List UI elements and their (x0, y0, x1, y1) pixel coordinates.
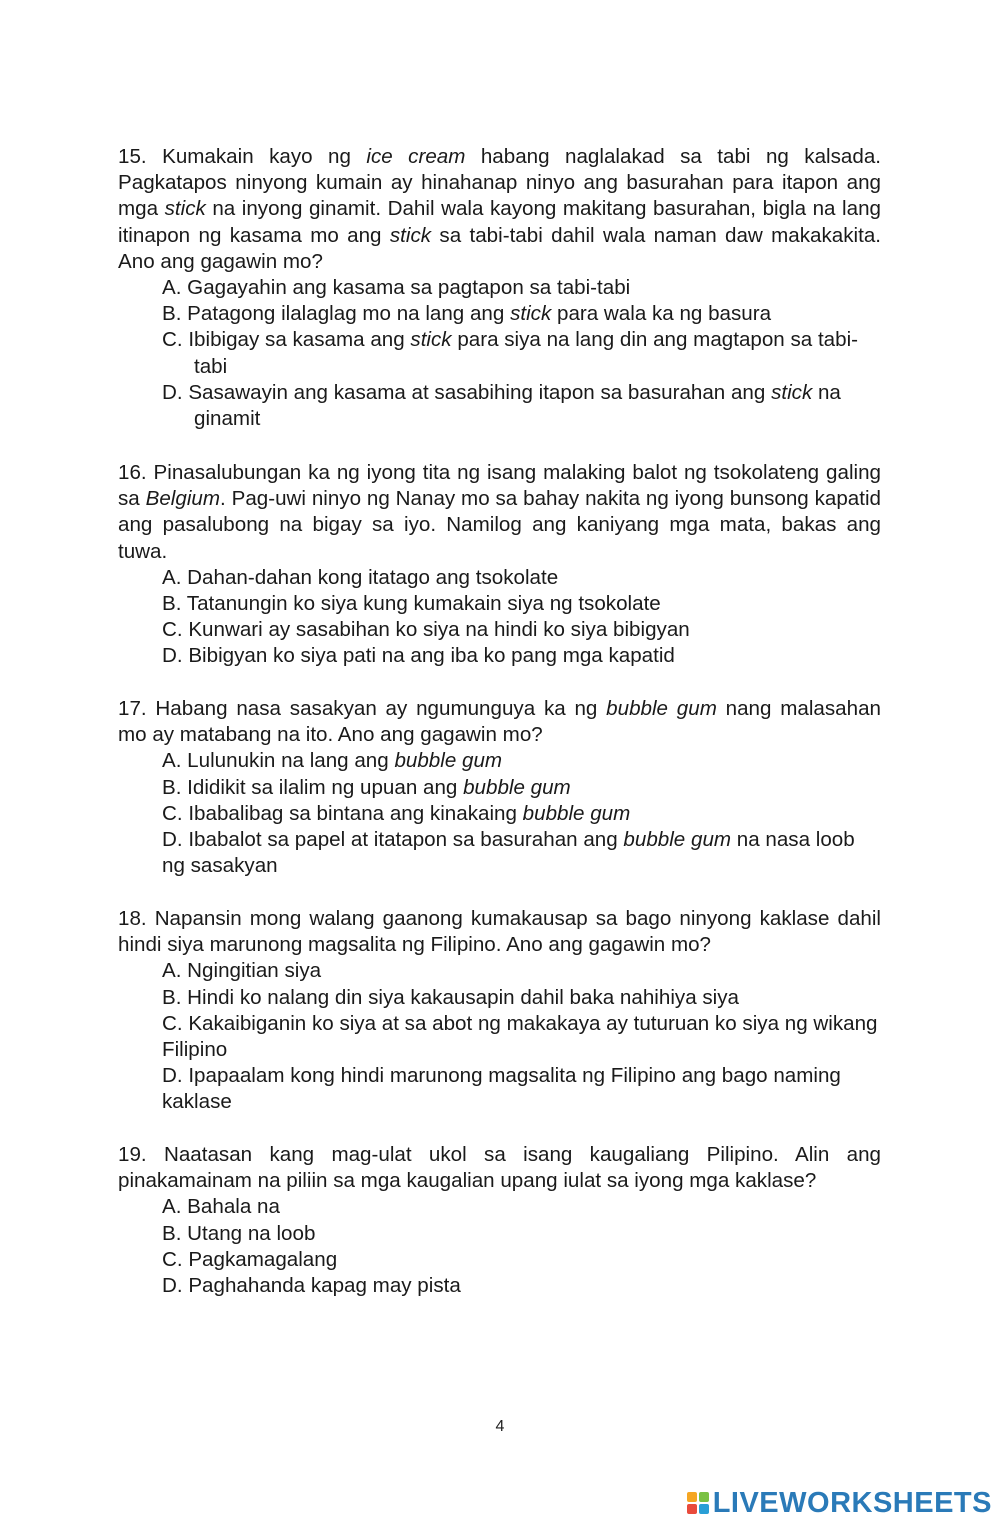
italic-term: stick (510, 302, 552, 326)
question-18 (118, 906, 881, 1116)
option-d[interactable] (118, 1063, 881, 1115)
text-run: 15. Kumakain kayo ng (118, 145, 367, 168)
text-run: 18. Napansin mong walang gaanong kumakausap sa bago ninyong kaklase dahil hindi siya marunong magsalita ng Filipino. Ano ang gagawin mo? (118, 907, 881, 957)
text-run: D. Sasawayin ang kasama at sasabihing itapon sa basurahan ang (162, 380, 772, 404)
option-d[interactable] (118, 1273, 881, 1299)
options-list (118, 958, 881, 1115)
option-c[interactable] (118, 1247, 881, 1273)
logo-square (699, 1504, 709, 1514)
question-stem (118, 460, 881, 565)
option-b[interactable] (118, 1221, 881, 1247)
options-list (118, 748, 881, 879)
text-run: na nasa loob ng sasakyan (162, 828, 855, 878)
italic-term: bubble gum (522, 801, 631, 825)
text-run: para wala ka ng basura (551, 302, 772, 326)
option-c[interactable] (118, 801, 881, 827)
italic-term: bubble gum (394, 749, 503, 773)
question-stem (118, 144, 881, 275)
logo-square (699, 1492, 709, 1502)
option-b[interactable] (118, 775, 881, 801)
italic-term: bubble gum (623, 828, 732, 852)
italic-term: stick (164, 197, 206, 221)
question-stem (118, 1142, 881, 1194)
option-a[interactable] (118, 565, 881, 591)
italic-term: ice cream (366, 145, 466, 168)
option-d[interactable] (118, 643, 881, 669)
question-15 (118, 144, 881, 432)
options-list (118, 1194, 881, 1299)
text-run: habang naglalakad sa tabi ng kalsada. Pagkatapos ninyong kumain ay hinahanap ninyo ang basurahan para itapon ang mga (118, 145, 882, 221)
options-list (118, 565, 881, 670)
text-run: D. Ibabalot sa papel at itatapon sa basurahan ang (162, 828, 624, 852)
text-run: A. Lulunukin na lang ang (162, 749, 395, 773)
logo-square (687, 1492, 697, 1502)
italic-term: bubble gum (606, 697, 717, 720)
question-16 (118, 460, 881, 670)
text-run: nang malasahan mo ay matabang na ito. Ano ang gagawin mo? (118, 697, 881, 747)
text-run: B. Ididikit sa ilalim ng upuan ang (162, 775, 464, 799)
text-run: B. Utang na loob (162, 1221, 316, 1245)
page-number: 4 (495, 1418, 505, 1435)
option-d[interactable] (118, 827, 881, 879)
text-run: C. Ibabalibag sa bintana ang kinakaing (162, 801, 523, 825)
watermark-text: LIVEWORKSHEETS (712, 1486, 992, 1519)
logo-square (687, 1504, 697, 1514)
question-stem (118, 906, 881, 958)
italic-term: stick (389, 223, 432, 247)
italic-term: stick (410, 328, 452, 352)
text-run: C. Ibibigay sa kasama ang (162, 328, 411, 352)
text-run: C. Pagkamagalang (162, 1247, 338, 1271)
option-a[interactable] (118, 1194, 881, 1220)
text-run: sa tabi-tabi dahil wala naman daw makakakita. Ano ang gagawin mo? (118, 223, 882, 273)
text-run: para siya na lang din ang magtapon sa tabi-tabi (194, 328, 859, 378)
option-c[interactable] (118, 617, 881, 643)
option-a[interactable] (118, 748, 881, 774)
text-run: na inyong ginamit. Dahil wala kayong makitang basurahan, bigla na lang itinapon ng kasama mo ang (118, 197, 881, 247)
italic-term: bubble gum (463, 775, 571, 799)
text-run: . Pag-uwi ninyo ng Nanay mo sa bahay nakita ng iyong bunsong kapatid ang pasalubong na bigay sa iyo. Namilog ang kaniyang mga mata, bakas ang tuwa. (118, 487, 881, 563)
text-run: A. Bahala na (162, 1195, 280, 1219)
text-run: 16. Pinasalubungan ka ng iyong tita ng isang malaking balot ng tsokolateng galing sa (118, 461, 881, 511)
option-a[interactable] (118, 275, 881, 301)
option-b[interactable] (118, 301, 881, 327)
option-c[interactable] (118, 327, 881, 379)
text-run: B. Hindi ko nalang din siya kakausapin dahil baka nahihiya siya (162, 985, 739, 1009)
option-b[interactable] (118, 591, 881, 617)
text-run: B. Patagong ilalaglag mo na lang ang (162, 302, 511, 326)
text-run: 17. Habang nasa sasakyan ay ngumunguya ka ng (118, 697, 607, 720)
option-c[interactable] (118, 1011, 881, 1063)
text-run: D. Bibigyan ko siya pati na ang iba ko pang mga kapatid (162, 644, 675, 668)
text-run: 19. Naatasan kang mag-ulat ukol sa isang kaugaliang Pilipino. Alin ang pinakamainam na piliin sa mga kaugalian upang iulat sa iyong mga kaklase? (118, 1143, 881, 1193)
question-stem (118, 696, 881, 748)
text-run: na ginamit (194, 380, 841, 431)
italic-term: Belgium (145, 487, 221, 511)
question-19 (118, 1142, 881, 1299)
text-run: D. Ipapaalam kong hindi marunong magsalita ng Filipino ang bago naming kaklase (162, 1064, 841, 1114)
options-list (118, 275, 881, 432)
question-17 (118, 696, 881, 879)
text-run: B. Tatanungin ko siya kung kumakain siya ng tsokolate (162, 592, 661, 616)
option-b[interactable] (118, 985, 881, 1011)
option-a[interactable] (118, 958, 881, 984)
text-run: A. Dahan-dahan kong itatago ang tsokolate (162, 565, 559, 589)
text-run: C. Kunwari ay sasabihan ko siya na hindi ko siya bibigyan (162, 618, 690, 642)
liveworksheets-watermark[interactable] (687, 1487, 992, 1519)
text-run: C. Kakaibiganin ko siya at sa abot ng makakaya ay tuturuan ko siya ng wikang Filipino (162, 1011, 878, 1062)
text-run: D. Paghahanda kapag may pista (162, 1274, 461, 1298)
liveworksheets-logo-icon (687, 1492, 709, 1514)
italic-term: stick (771, 380, 813, 404)
option-d[interactable] (118, 380, 881, 432)
text-run: A. Ngingitian siya (162, 959, 322, 983)
text-run: A. Gagayahin ang kasama sa pagtapon sa tabi-tabi (162, 276, 631, 300)
